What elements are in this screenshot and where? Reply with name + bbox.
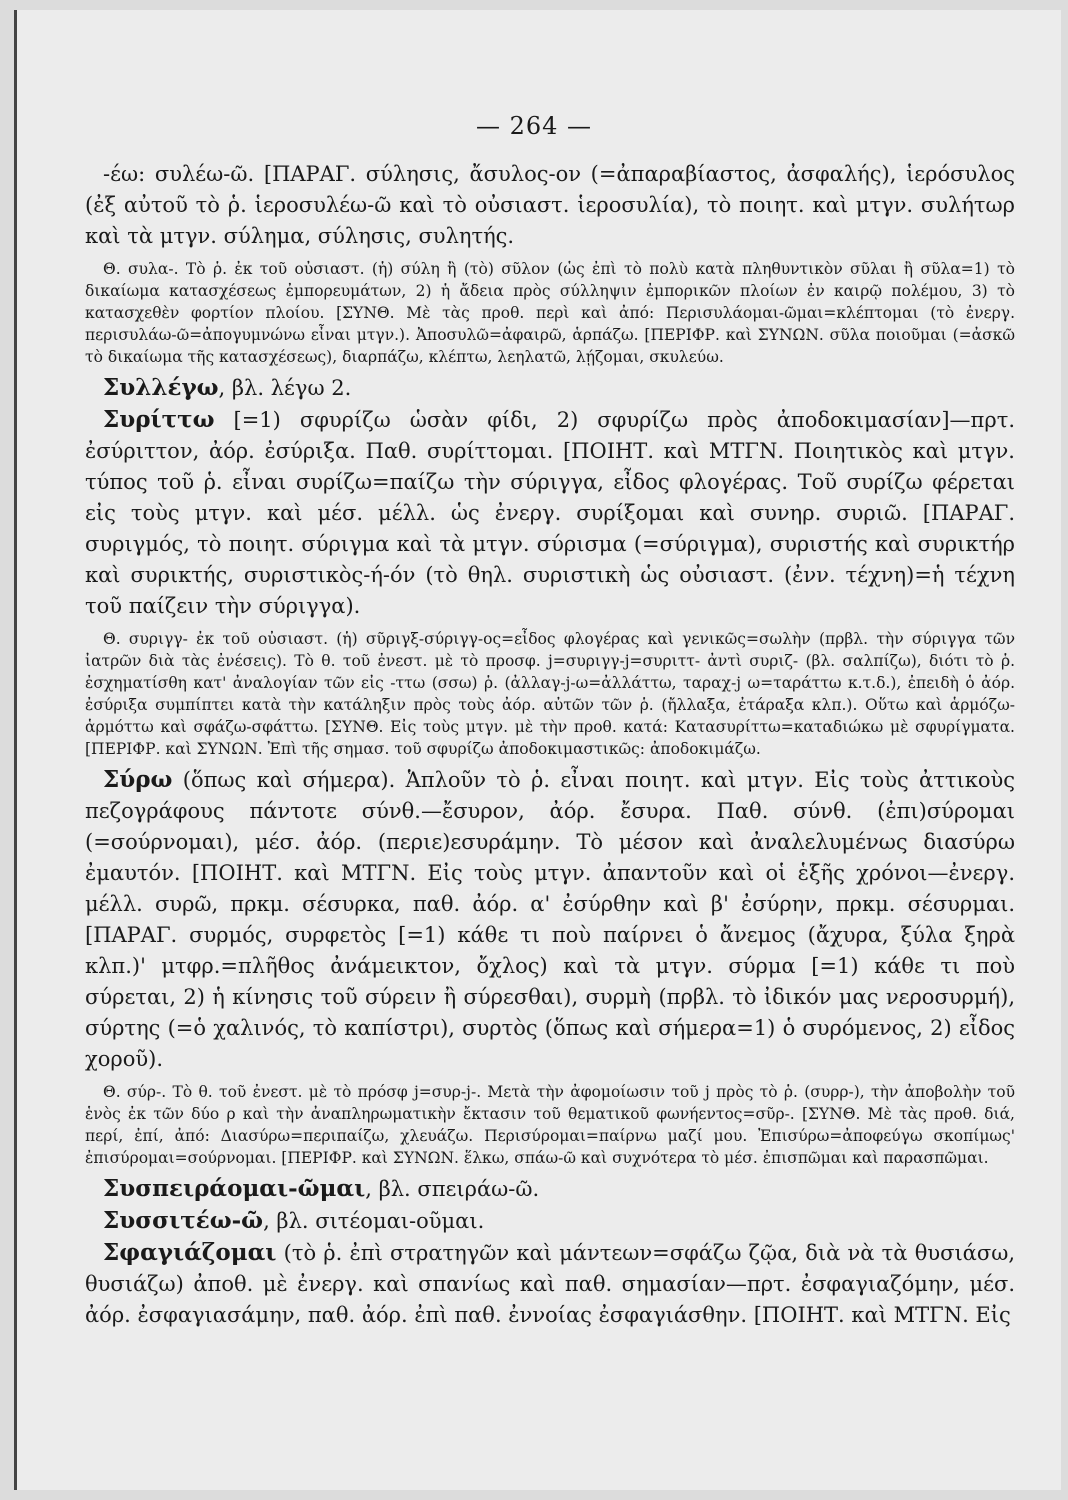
- paragraph: Θ. σύρ-. Τὸ θ. τοῦ ἐνεστ. μὲ τὸ πρόσφ j=συρ-j-. Μετὰ τὴν ἀφομοίωσιν τοῦ j πρὸς τὸ ῥ. (συρρ-), τὴν ἀποβολὴν τοῦ ἑνὸς ἐκ τῶν δύο ρ καὶ τὴν ἀναπληρωματικὴν ἔκτασιν τοῦ θεματικοῦ φωνήεντος=σῦρ-. [ΣΥΝΘ. Μὲ τὰς προθ. διά, περί, ἐπί, ἀπό: Διασύρω=περιπαίζω, χλευάζω. Περισύρομαι=παίρνω μαζί μου. Ἐπισύρω=ἀποφεύγω σκοπίμως' ἐπισύρομαι=σούρνομαι. [ΠΕΡΙΦΡ. καὶ ΣΥΝΩΝ. ἕλκω, σπάω-ῶ καὶ συχνότερα τὸ μέσ. ἐπισπῶμαι καὶ παρασπῶμαι.: [85, 1083, 1015, 1167]
- paragraph: -έω: συλέω-ῶ. [ΠΑΡΑΓ. σύλησις, ἄσυλος-ον (=ἀπαραβίαστος, ἀσφαλής), ἱερόσυλος (ἐξ αὐτοῦ τὸ ῥ. ἱεροσυλέω-ῶ καὶ τὸ οὐσιαστ. ἱεροσυλία), τὸ ποιητ. καὶ μτγν. συλήτωρ καὶ τὰ μτγν. σύλημα, σύλησις, συλητής.: [85, 162, 1015, 248]
- page-number: — 264 —: [475, 112, 593, 140]
- entry-headword-paragraph: Συλλέγω, βλ. λέγω 2.: [103, 374, 352, 401]
- dictionary-text: [85, 158, 1015, 1331]
- paragraph: Θ. συριγγ- ἐκ τοῦ οὐσιαστ. (ἡ) σῦριγξ-σύριγγ-ος=εἶδος φλογέρας καὶ γενικῶς=σωλὴν (πρβλ. τὴν σύριγγα τῶν ἰατρῶν διὰ τὰς ἐνέσεις). Τὸ θ. τοῦ ἐνεστ. μὲ τὸ προσφ. j=συριγγ-j=συριττ- ἀντὶ συριζ- (βλ. σαλπίζω), διότι τὸ ῥ. ἐσχηματίσθη κατ' ἀναλογίαν τῶν εἰς -ττω (σσω) ῥ. (ἀλλαγ-j-ω=ἀλλάττω, ταραχ-j ω=ταράττω κ.τ.δ.), ἐπειδὴ ὁ ἀόρ. ἐσύριξα συμπίπτει κατὰ τὴν κατάληξιν πρὸς τοὺς ἀόρ. αὐτῶν τῶν ῥ. (ἤλλαξα, ἐτάραξα κλπ.). Οὕτω καὶ ἁρμόζω-ἁρμόττω καὶ σφάζω-σφάττω. [ΣΥΝΘ. Εἰς τοὺς μτγν. μὲ τὴν προθ. κατά: Κατασυρίττω=καταδιώκω μὲ σφυρίγματα. [ΠΕΡΙΦΡ. καὶ ΣΥΝΩΝ. Ἐπὶ τῆς σημασ. τοῦ σφυρίζω ἀποδοκιμαστικῶς: ἀποδοκιμάζω.: [85, 630, 1015, 758]
- entry-headword-paragraph: Συσπειράομαι-ῶμαι, βλ. σπειράω-ῶ.: [103, 1175, 540, 1202]
- entry-headword-paragraph: Σφαγιάζομαι (τὸ ῥ. ἐπὶ στρατηγῶν καὶ μάντεων=σφάζω ζῷα, διὰ νὰ τὰ θυσιάσω, θυσιάζω) ἀποθ. μὲ ἐνεργ. καὶ σπανίως καὶ παθ. σημασίαν—πρτ. ἐσφαγιαζόμην, μέσ. ἀόρ. ἐσφαγιασάμην, παθ. ἀόρ. ἐπὶ παθ. ἐννοίας ἐσφαγιάσθην. [ΠΟΙΗΤ. καὶ ΜΤΓΝ. Εἰς: [85, 1239, 1015, 1327]
- entry-headword-paragraph: Σύρω (ὅπως καὶ σήμερα). Ἁπλοῦν τὸ ῥ. εἶναι ποιητ. καὶ μτγν. Εἰς τοὺς ἀττικοὺς πεζογράφους πάντοτε σύνθ.—ἔσυρον, ἀόρ. ἔσυρα. Παθ. σύνθ. (ἐπι)σύρομαι (=σούρνομαι), μέσ. ἀόρ. (περιε)εσυράμην. Τὸ μέσον καὶ ἀναλελυμένως διασύρω ἐμαυτόν. [ΠΟΙΗΤ. καὶ ΜΤΓΝ. Εἰς τοὺς μτγν. ἀπαντοῦν καὶ οἱ ἑξῆς χρόνοι—ἐνεργ. μέλλ. συρῶ, πρκμ. σέσυρκα, παθ. ἀόρ. α' ἐσύρθην καὶ β' ἐσύρην, πρκμ. σέσυρμαι. [ΠΑΡΑΓ. συρμός, συρφετὸς [=1) κάθε τι ποὺ παίρνει ὁ ἄνεμος (ἄχυρα, ξύλα ξηρὰ κλπ.)' μτφρ.=πλῆθος ἀνάμεικτον, ὄχλος) καὶ τὰ μτγν. σύρμα [=1) κάθε τι ποὺ σύρεται, 2) ἡ κίνησις τοῦ σύρειν ἢ σύρεσθαι), συρμὴ (πρβλ. τὸ ἰδικόν μας νεροσυρμή), σύρτης (=ὁ χαλινός, τὸ καπίστρι), συρτὸς (ὅπως καὶ σήμερα=1) ὁ συρόμενος, 2) εἶδος χοροῦ).: [85, 766, 1015, 1071]
- entry-headword-paragraph: Συσσιτέω-ῶ, βλ. σιτέομαι-οῦμαι.: [103, 1207, 485, 1234]
- paragraph: Θ. συλα-. Τὸ ῥ. ἐκ τοῦ οὐσιαστ. (ἡ) σύλη ἢ (τὸ) σῦλον (ὡς ἐπὶ τὸ πολὺ κατὰ πληθυντικὸν σῦλαι ἢ σῦλα=1) τὸ δικαίωμα κατασχέσεως ἐμπορευμάτων, 2) ἡ ἄδεια πρὸς σύλληψιν ἐμπορικῶν πλοίων ἐν καιρῷ πολέμου, 3) τὸ κατασχεθὲν φορτίον πλοίου. [ΣΥΝΘ. Μὲ τὰς προθ. περὶ καὶ ἀπό: Περισυλάομαι-ῶμαι=κλέπτομαι (τὸ ἐνεργ. περισυλάω-ῶ=ἀπογυμνώνω εἶναι μτγν.). Ἀποσυλῶ=ἀφαιρῶ, ἁρπάζω. [ΠΕΡΙΦΡ. καὶ ΣΥΝΩΝ. σῦλα ποιοῦμαι (=ἀσκῶ τὸ δικαίωμα τῆς κατασχέσεως), διαρπάζω, κλέπτω, λεηλατῶ, λῄζομαι, σκυλεύω.: [85, 260, 1015, 366]
- entry-headword-paragraph: Συρίττω [=1) σφυρίζω ὡσὰν φίδι, 2) σφυρίζω πρὸς ἀποδοκιμασίαν]—πρτ. ἐσύριττον, ἀόρ. ἐσύριξα. Παθ. συρίττομαι. [ΠΟΙΗΤ. καὶ ΜΤΓΝ. Ποιητικὸς καὶ μτγν. τύπος τοῦ ῥ. εἶναι συρίζω=παίζω τὴν σύριγγα, εἶδος φλογέρας. Τοῦ συρίζω φέρεται εἰς τοὺς μτγν. καὶ μέσ. μέλλ. ὡς ἐνεργ. συρίξομαι καὶ συνηρ. συριῶ. [ΠΑΡΑΓ. συριγμός, τὸ ποιητ. σύριγμα καὶ τὰ μτγν. σύρισμα (=σύριγμα), συριστής καὶ συρικτήρ καὶ συρικτής, συριστικὸς-ή-όν (τὸ θηλ. συριστικὴ ὡς οὐσιαστ. (ἐνν. τέχνη)=ἡ τέχνη τοῦ παίζειν τὴν σύριγγα).: [85, 406, 1015, 618]
